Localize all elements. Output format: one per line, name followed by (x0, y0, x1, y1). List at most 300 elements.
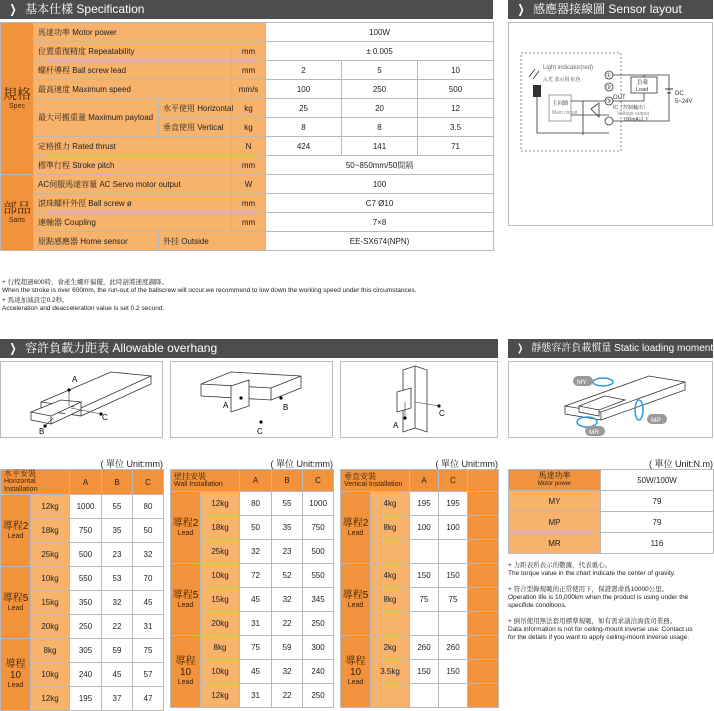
row-home-sensor (1, 232, 494, 251)
cell: 35 (272, 516, 303, 540)
cell (468, 516, 499, 540)
dc-voltage: 5~24V (675, 99, 693, 105)
coupling-unit: mm (232, 213, 266, 232)
lead-en: Lead (347, 529, 364, 537)
row-lead (1, 61, 494, 80)
vertical-install-drawing (341, 362, 497, 437)
cell: 52 (272, 564, 303, 588)
moment-note3-en1: Data information is not for ceiling-mount inverse use. Contact us (508, 626, 693, 633)
lead-en: Lead (177, 679, 194, 686)
repeat-value: ± 0.005 (266, 42, 494, 61)
lead-2-label (1, 495, 31, 567)
lead-en: Lead (7, 532, 24, 540)
cell: 8kg (371, 588, 410, 612)
stroke-unit: mm (232, 156, 266, 175)
terminal-1: ① (606, 73, 612, 79)
label-c: C (257, 427, 263, 436)
cell: 240 (303, 660, 334, 684)
cell: 4kg (371, 564, 410, 588)
cell: 750 (70, 519, 102, 543)
wall-overhang-table (170, 469, 334, 708)
payload-v-3: 3.5 (418, 118, 494, 137)
cell: 23 (102, 543, 133, 567)
cell: 22 (272, 612, 303, 636)
my-rotation-icon (593, 378, 613, 386)
voltage-output: Voltage output (617, 111, 649, 117)
lead-en: Lead (177, 601, 194, 609)
moment-note1-en: The torque value in the chart indicate the center of gravity. (508, 570, 676, 577)
cell: MR (509, 533, 601, 554)
wall-install-diagram (170, 361, 333, 438)
chevron-right-icon: ❯ (9, 2, 17, 16)
main-circuit-en: Main circuit (552, 110, 578, 116)
horizontal-title (1, 470, 70, 495)
lead-en: Lead (7, 682, 24, 689)
cell (410, 612, 439, 636)
cell: 345 (303, 588, 334, 612)
light-indicator-label: Light indicator(red) (543, 65, 594, 71)
spec-title: 基本仕樣 Specification (25, 2, 145, 16)
screw-label: 滾珠螺杆外徑 Ball screw ø (34, 194, 232, 213)
note2-en: Acceleration and deacceleration value is set 0.2 second. (2, 305, 165, 312)
overhang-unit-2: ( 單位 Unit:mm) (270, 459, 333, 469)
cell: 8kg (31, 639, 70, 663)
cell: 240 (70, 663, 102, 687)
speed-unit: mm/s (232, 80, 266, 99)
cell: 250 (70, 615, 102, 639)
cell: 195 (410, 492, 439, 516)
lead-val-1: 2 (266, 61, 342, 80)
cell: 8kg (201, 636, 240, 660)
payload-v-2: 8 (342, 118, 418, 137)
wall-install-drawing (171, 362, 332, 437)
moment-note2-cn: + 符合型錄規範的正常使用下，保證壽命爲10000公里。 (508, 586, 669, 593)
row-stroke (1, 156, 494, 175)
cell: 750 (303, 516, 334, 540)
col-b: B (102, 470, 133, 495)
cell: 150 (410, 660, 439, 684)
cell: 47 (133, 687, 164, 711)
cell: 23 (272, 540, 303, 564)
stroke-label: 標準行程 Stroke pitch (34, 156, 232, 175)
label-a: A (72, 375, 78, 384)
lead-cn: 導程2 (2, 520, 29, 532)
cell: 150 (439, 660, 468, 684)
cell: 75 (240, 636, 272, 660)
cell: 250 (303, 684, 334, 708)
cell: 32 (272, 660, 303, 684)
cell: 10kg (201, 660, 240, 684)
cell: 45 (133, 591, 164, 615)
thrust-3: 71 (418, 137, 494, 156)
cell: 45 (240, 588, 272, 612)
overhang-unit-1: ( 單位 Unit:mm) (100, 459, 163, 469)
moment-title: 靜態容許負載慣量 Static loading moment (531, 343, 714, 354)
cell: 12kg (201, 492, 240, 516)
cell (468, 492, 499, 516)
moment-header (508, 339, 713, 358)
label-a: A (393, 421, 399, 430)
payload-v-unit: kg (232, 118, 266, 137)
table-row (1, 495, 164, 519)
note1-en: When the stroke is over 600mm, the run-out of the ballscrew will occur.we recommend to low down the working speed under this circumstances. (2, 287, 417, 294)
payload-h-2: 20 (342, 99, 418, 118)
chevron-right-icon: ❯ (517, 2, 525, 16)
cell: 32 (240, 540, 272, 564)
cell: 59 (272, 636, 303, 660)
sensor-header (508, 0, 713, 19)
col-c: C (439, 470, 468, 492)
cell: 37 (102, 687, 133, 711)
row-motor-power (1, 23, 494, 42)
cell: 350 (70, 591, 102, 615)
servo-label: AC伺服馬達容量 AC Servo motor output (34, 175, 232, 194)
cell: 550 (303, 564, 334, 588)
cell: 80 (240, 492, 272, 516)
cell: 15kg (31, 591, 70, 615)
moment-note2-en2: specifide conditions. (508, 602, 567, 609)
lead-cn: 導程5 (342, 589, 369, 601)
vertical-overhang-table (340, 469, 499, 708)
ic-label: IC（控制輸出） (613, 105, 649, 111)
cell: 10kg (31, 663, 70, 687)
speed-val-2: 250 (342, 80, 418, 99)
lead-val-2: 5 (342, 61, 418, 80)
cell: 305 (70, 639, 102, 663)
payload-h-label: 水平使用 Horizontal (159, 99, 232, 118)
lead-cn: 導程10 (345, 656, 366, 678)
lead-cn: 導程5 (172, 589, 199, 601)
col-b: B (272, 470, 303, 492)
cell (468, 612, 499, 636)
label-b: B (39, 427, 45, 436)
cell: 150 (410, 564, 439, 588)
cell: 10kg (31, 567, 70, 591)
cell: 250 (303, 612, 334, 636)
cell: 2kg (371, 636, 410, 660)
row-payload-horizontal (1, 99, 494, 118)
home-sub: 外挂 Outside (159, 232, 266, 251)
row-repeatability (1, 42, 494, 61)
lead-cn: 導程10 (5, 659, 26, 681)
table-row (341, 492, 499, 516)
lead-val-3: 10 (418, 61, 494, 80)
stroke-value: 50~850mm/50間隔 (266, 156, 494, 175)
cell: 100 (439, 516, 468, 540)
led-label: 入光 表示用 紅色 (543, 77, 581, 83)
cell: 55 (272, 492, 303, 516)
terminal-2: ② (606, 85, 612, 91)
cell: 12kg (31, 495, 70, 519)
row-screw (1, 194, 494, 213)
cell: 25kg (201, 540, 240, 564)
cell: 31 (133, 615, 164, 639)
label-c: C (102, 413, 108, 422)
vertical-title-en: Vertical Installation (344, 480, 403, 488)
cell (468, 684, 499, 708)
side-parts-cn: 部品 (3, 199, 31, 216)
payload-h-1: 25 (266, 99, 342, 118)
col-c: C (303, 470, 334, 492)
cell: 500 (70, 543, 102, 567)
mr-label: MR (589, 429, 600, 436)
lead-cn: 導程5 (2, 592, 29, 604)
chevron-right-icon: ❯ (9, 341, 17, 355)
main-circuit-cn: 主回路 (552, 101, 569, 107)
wall-title (171, 470, 240, 492)
cell: 15kg (201, 588, 240, 612)
cell: 57 (133, 663, 164, 687)
speed-val-1: 100 (266, 80, 342, 99)
motor-power-col (509, 470, 601, 491)
coupling-label: 連軸器 Coupling (34, 213, 232, 232)
table-row (171, 492, 334, 516)
moment-note-1 (508, 562, 675, 578)
cell (410, 684, 439, 708)
side-spec-cn: 規格 (3, 85, 31, 102)
table-row (341, 636, 499, 660)
motor-power-label: 馬達功率 Motor power (34, 23, 266, 42)
col-c: C (133, 470, 164, 495)
lead-5-label (1, 567, 31, 639)
moment-drawing (509, 362, 712, 437)
lead-10-label (171, 636, 201, 708)
lead-en: Lead (347, 679, 364, 686)
cell (468, 564, 499, 588)
sensor-title: 感應器接線圖 Sensor layout (533, 2, 682, 16)
cell: 20kg (201, 612, 240, 636)
col-a: A (70, 470, 102, 495)
cell: 260 (439, 636, 468, 660)
lead-cn: 導程2 (172, 517, 199, 529)
side-spec-en: Spec (9, 102, 25, 110)
cell: 80 (133, 495, 164, 519)
cell: 31 (240, 612, 272, 636)
col-empty (468, 470, 499, 492)
cell (439, 684, 468, 708)
mr-rotation-icon (577, 417, 597, 427)
my-label: MY (577, 379, 587, 386)
cell: MY (509, 491, 601, 512)
cell (468, 540, 499, 564)
home-label: 原點感應器 Home sensor (34, 232, 159, 251)
table-row (1, 567, 164, 591)
cell: 70 (133, 567, 164, 591)
cell: 22 (102, 615, 133, 639)
cell: 22 (272, 684, 303, 708)
lead-10-label (1, 639, 31, 711)
spec-table (0, 22, 494, 251)
horizontal-install-diagram (0, 361, 163, 438)
cell: 500 (303, 540, 334, 564)
moment-note3-en2: for the details if you want to apply ceiling-mount inverse usage. (508, 634, 690, 641)
moment-note2-en1: Operation life is 10,000km when the product is using under the (508, 594, 689, 601)
vertical-title-cn: 垂直安裝 (344, 471, 376, 481)
lead-cn: 導程2 (342, 517, 369, 529)
row-servo (1, 175, 494, 194)
lead-label: 螺杆導程 Ball screw lead (34, 61, 232, 80)
cell: 32 (272, 588, 303, 612)
moment-note1-cn: + 力距表所表示的數據，代表重心。 (508, 562, 612, 569)
coupling-value: 7×8 (266, 213, 494, 232)
vertical-title (341, 470, 410, 492)
lead-10-label (341, 636, 371, 708)
lead-en: Lead (7, 604, 24, 612)
cell: 53 (102, 567, 133, 591)
payload-v-1: 8 (266, 118, 342, 137)
label-c: C (439, 409, 445, 418)
lead-cn: 導程10 (175, 656, 196, 678)
cell: 32 (133, 543, 164, 567)
cell: 50 (133, 519, 164, 543)
moment-unit: ( 單位 Unit:N.m) (649, 459, 713, 469)
thrust-unit: N (232, 137, 266, 156)
cell: 3.5kg (371, 660, 410, 684)
speed-label: 最高速度 Maximum speed (34, 80, 232, 99)
cell (468, 660, 499, 684)
thrust-1: 424 (266, 137, 342, 156)
side-parts-en: Sarts (8, 216, 26, 224)
spec-note-1 (2, 279, 416, 295)
col-a: A (410, 470, 439, 492)
horizontal-title-cn: 水平安裝 (4, 469, 36, 478)
lead-2-label (171, 492, 201, 564)
cell: 50 (240, 516, 272, 540)
table-row (171, 636, 334, 660)
servo-unit: W (232, 175, 266, 194)
screw-unit: mm (232, 194, 266, 213)
lead-en: Lead (177, 529, 194, 537)
repeat-label: 位置重復精度 Repeatability (34, 42, 232, 61)
cell: 100 (410, 516, 439, 540)
cell: 55 (102, 495, 133, 519)
wall-title-cn: 壁挂安裝 (174, 471, 206, 481)
cell: 35 (102, 519, 133, 543)
cell: 59 (102, 639, 133, 663)
cell: 116 (601, 533, 714, 554)
lead-2-label (341, 492, 371, 564)
cell: 75 (439, 588, 468, 612)
cell: MP (509, 512, 601, 533)
mp-label: MP (651, 417, 661, 424)
cell: 550 (70, 567, 102, 591)
chevron-right-icon: ❯ (517, 343, 524, 354)
repeat-unit: mm (232, 42, 266, 61)
cell: 260 (410, 636, 439, 660)
table-row (1, 639, 164, 663)
sensor-wiring-diagram (509, 23, 712, 225)
terminal-3: ③ (606, 99, 612, 105)
parts-side-label (1, 175, 34, 251)
motor-power-cn: 馬達功率 (538, 471, 571, 480)
table-row (341, 564, 499, 588)
motor-power-en: Motor power (537, 481, 572, 487)
motor-power-val: 50W/100W (601, 470, 714, 491)
moment-note-2 (508, 586, 688, 610)
cell: 4kg (371, 492, 410, 516)
overhang-unit-3: ( 單位 Unit:mm) (435, 459, 498, 469)
moment-note3-cn: + 倒吊使用無法套用標準規範，如有需求請洽詢我司業務。 (508, 618, 677, 625)
cell: 75 (133, 639, 164, 663)
lead-en: Lead (347, 601, 364, 609)
spec-header (0, 0, 493, 19)
current-limit: 100mA以下 (623, 117, 649, 123)
load-en: Load (636, 87, 649, 93)
note1-cn: + 行程超過600時，會產生螺杆偏擺，此時請將速度調降。 (2, 279, 168, 286)
dc-label: DC (675, 91, 684, 97)
moment-diagram-panel (508, 361, 713, 438)
cell (371, 684, 410, 708)
light-arrow-icon (529, 69, 539, 79)
cell (371, 540, 410, 564)
cell: 8kg (371, 516, 410, 540)
cell (468, 588, 499, 612)
led-icon (533, 85, 541, 97)
cell: 12kg (31, 687, 70, 711)
screw-value: C7 Ø10 (266, 194, 494, 213)
label-a: A (223, 401, 229, 410)
col-a: A (240, 470, 272, 492)
vertical-install-diagram (340, 361, 498, 438)
sensor-diagram-panel (508, 22, 713, 226)
cell: 12kg (201, 684, 240, 708)
cell: 45 (240, 660, 272, 684)
cell: 10kg (201, 564, 240, 588)
cell: 31 (240, 684, 272, 708)
overhang-title: 容許負載力距表 Allowable overhang (25, 341, 218, 355)
servo-value: 100 (266, 175, 494, 194)
thrust-label: 定格推力 Rated thrust (34, 137, 232, 156)
overhang-header (0, 339, 498, 358)
thrust-2: 141 (342, 137, 418, 156)
row-speed (1, 80, 494, 99)
spec-side-label (1, 23, 34, 175)
horizontal-install-drawing (1, 362, 162, 437)
table-row (509, 533, 714, 554)
payload-h-unit: kg (232, 99, 266, 118)
cell: 18kg (201, 516, 240, 540)
cell: 18kg (31, 519, 70, 543)
lead-5-label (341, 564, 371, 636)
moment-note-3 (508, 618, 693, 642)
table-row (171, 564, 334, 588)
cell (468, 636, 499, 660)
cell (439, 540, 468, 564)
note2-cn: + 馬達加減設定0.2秒。 (2, 297, 69, 304)
cell: 1000 (70, 495, 102, 519)
cell: 72 (240, 564, 272, 588)
cell: 150 (439, 564, 468, 588)
out-label: OUT (613, 95, 626, 101)
lead-5-label (171, 564, 201, 636)
cell: 195 (70, 687, 102, 711)
cell (439, 612, 468, 636)
cell: 25kg (31, 543, 70, 567)
cell: 20kg (31, 615, 70, 639)
payload-h-3: 12 (418, 99, 494, 118)
label-b: B (283, 403, 289, 412)
cell (371, 612, 410, 636)
speed-val-3: 500 (418, 80, 494, 99)
payload-label: 最大可搬重量 Maximum payload (34, 99, 159, 137)
cell: 32 (102, 591, 133, 615)
home-value: EE-SX674(NPN) (266, 232, 494, 251)
table-row (509, 512, 714, 533)
wall-title-en: Wall Installation (174, 480, 223, 488)
table-row (509, 491, 714, 512)
cell: 1000 (303, 492, 334, 516)
cell: 79 (601, 491, 714, 512)
